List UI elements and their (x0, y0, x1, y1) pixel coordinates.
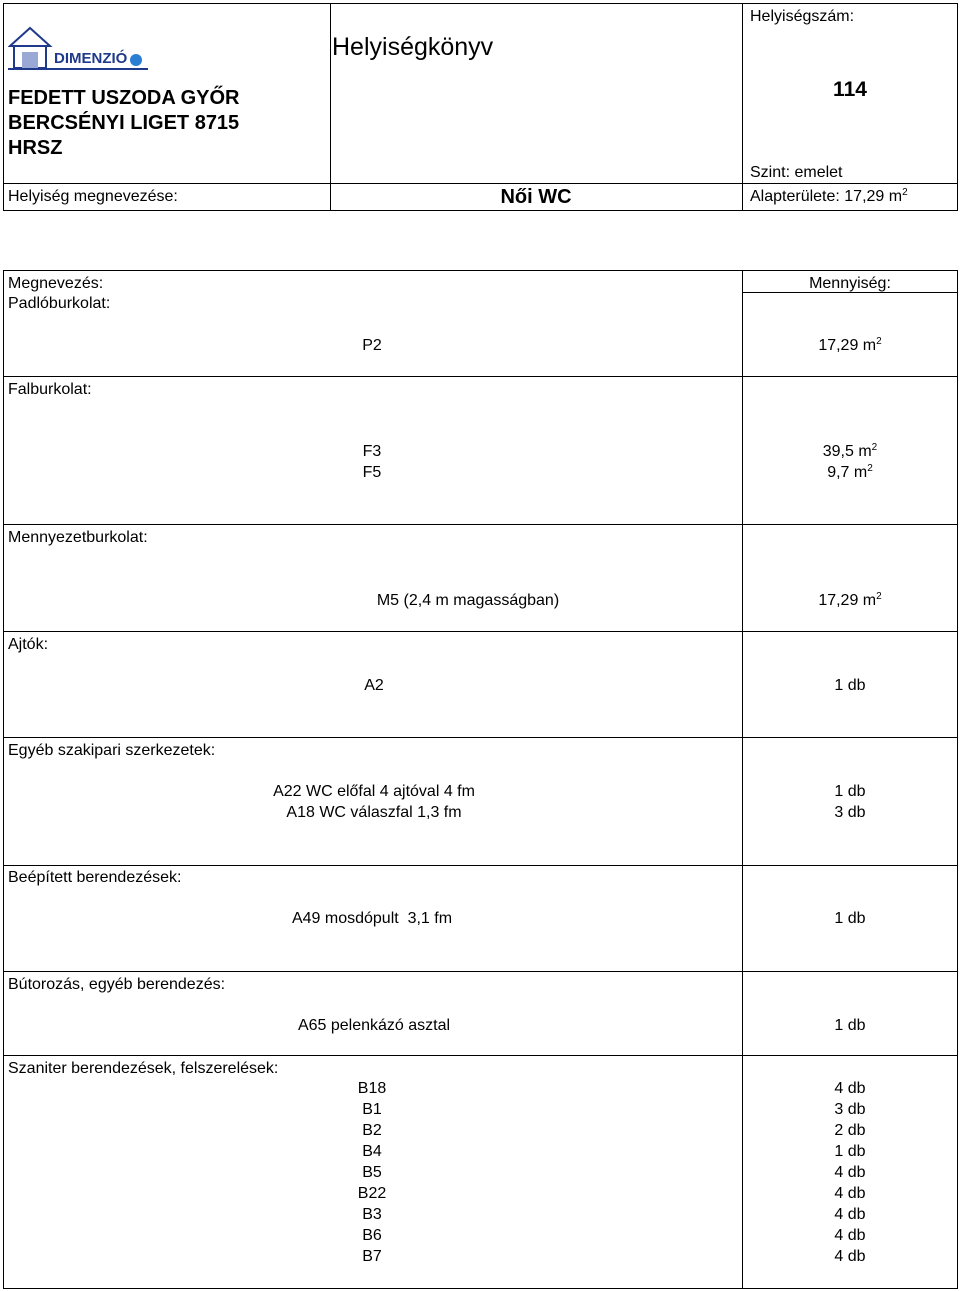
section-quantities-furniture (742, 1015, 958, 1036)
item-quantity: 1 db (834, 1143, 866, 1160)
section-quantities-sanitary (742, 1078, 958, 1267)
section-quantities-built-in (742, 908, 958, 929)
item-code: B4 (362, 1143, 382, 1160)
company-logo (8, 22, 148, 74)
section-quantities-floor (742, 335, 958, 356)
section-label-floor: Padlóburkolat: (8, 295, 111, 312)
section-quantities-other-structures (742, 781, 958, 823)
section-label-built-in: Beépített berendezések: (8, 869, 182, 886)
section-label-ceiling: Mennyezetburkolat: (8, 529, 148, 546)
section-divider (3, 737, 958, 738)
item-code: B2 (362, 1122, 382, 1139)
logo-text: DIMENZIÓ (54, 50, 128, 67)
project-line-3: HRSZ (8, 137, 63, 159)
section-quantities-wall (742, 441, 958, 483)
section-label-sanitary: Szaniter berendezések, felszerelések: (8, 1060, 279, 1077)
room-name: Női WC (500, 186, 572, 208)
area-value: Alapterülete: 17,29 m (750, 188, 903, 205)
name-column-header: Megnevezés: (8, 275, 104, 292)
item-quantity: 1 db (834, 910, 866, 927)
item-code: A18 WC válaszfal 1,3 fm (286, 804, 462, 821)
item-code: B5 (362, 1164, 382, 1181)
item-quantity: 9,7 $m^2$ (827, 463, 873, 481)
project-line-1: FEDETT USZODA GYŐR (8, 87, 240, 109)
section-label-furniture: Bútorozás, egyéb berendezés: (8, 976, 226, 993)
item-code: A49 mosdópult 3,1 fm (291, 910, 453, 927)
item-code: P2 (362, 337, 382, 354)
item-quantity: 2 db (834, 1122, 866, 1139)
item-code: F5 (362, 464, 382, 481)
item-quantity: 4 db (834, 1164, 866, 1181)
area-exponent: 2 (902, 187, 908, 198)
item-quantity: 4 db (834, 1248, 866, 1265)
item-code: B18 (357, 1080, 387, 1097)
room-number-label: Helyiségszám: (750, 8, 855, 25)
item-quantity: 4 db (834, 1227, 866, 1244)
item-quantity: 4 db (834, 1080, 866, 1097)
section-items-sanitary (172, 1078, 572, 1267)
item-quantity: 3 db (834, 1101, 866, 1118)
item-code: B6 (362, 1227, 382, 1244)
item-quantity: 3 db (834, 804, 866, 821)
section-items-built-in (172, 908, 572, 929)
item-code: A22 WC előfal 4 ajtóval 4 fm (273, 783, 475, 800)
item-code: M5 (2,4 m magasságban) (376, 592, 560, 609)
item-quantity: 1 db (834, 783, 866, 800)
section-items-furniture (174, 1015, 574, 1036)
item-code: B3 (362, 1206, 382, 1223)
item-code: A65 pelenkázó asztal (297, 1017, 451, 1034)
project-name (8, 86, 239, 161)
section-quantities-doors (742, 675, 958, 696)
item-quantity: 1 db (834, 677, 866, 694)
section-items-wall (172, 441, 572, 483)
item-quantity: 17,29 $m^2$ (818, 336, 882, 354)
section-items-doors (174, 675, 574, 696)
header-divider-left (330, 3, 331, 211)
section-divider (3, 631, 958, 632)
section-items-other-structures (174, 781, 574, 823)
section-label-wall: Falburkolat: (8, 381, 92, 398)
level-label: Szint: emelet (750, 164, 843, 181)
header-divider-bottom (3, 183, 958, 184)
room-number: 114 (833, 78, 867, 101)
section-divider (3, 376, 958, 377)
project-line-2: BERCSÉNYI LIGET 8715 (8, 112, 240, 134)
item-code: B7 (362, 1248, 382, 1265)
item-quantity: 4 db (834, 1185, 866, 1202)
section-label-doors: Ajtók: (8, 636, 49, 653)
item-code: F3 (362, 443, 382, 460)
area-label (750, 186, 908, 207)
item-quantity: 1 db (834, 1017, 866, 1034)
item-code: B22 (357, 1185, 387, 1202)
item-quantity: 17,29 $m^2$ (818, 591, 882, 609)
item-quantity: 39,5 $m^2$ (822, 442, 878, 460)
section-divider (3, 971, 958, 972)
item-code: B1 (362, 1101, 382, 1118)
section-divider (3, 524, 958, 525)
section-divider (3, 1055, 958, 1056)
room-name-label: Helyiség megnevezése: (8, 188, 178, 205)
item-quantity: 4 db (834, 1206, 866, 1223)
section-label-other-structures: Egyéb szakipari szerkezetek: (8, 742, 216, 759)
section-items-ceiling (268, 590, 668, 611)
section-divider (3, 865, 958, 866)
quantity-column-header: Mennyiség: (809, 275, 891, 292)
section-items-floor (172, 335, 572, 356)
item-code: A2 (364, 677, 384, 694)
document-title: Helyiségkönyv (332, 33, 494, 61)
section-quantities-ceiling (742, 590, 958, 611)
header-divider-right (742, 3, 743, 211)
